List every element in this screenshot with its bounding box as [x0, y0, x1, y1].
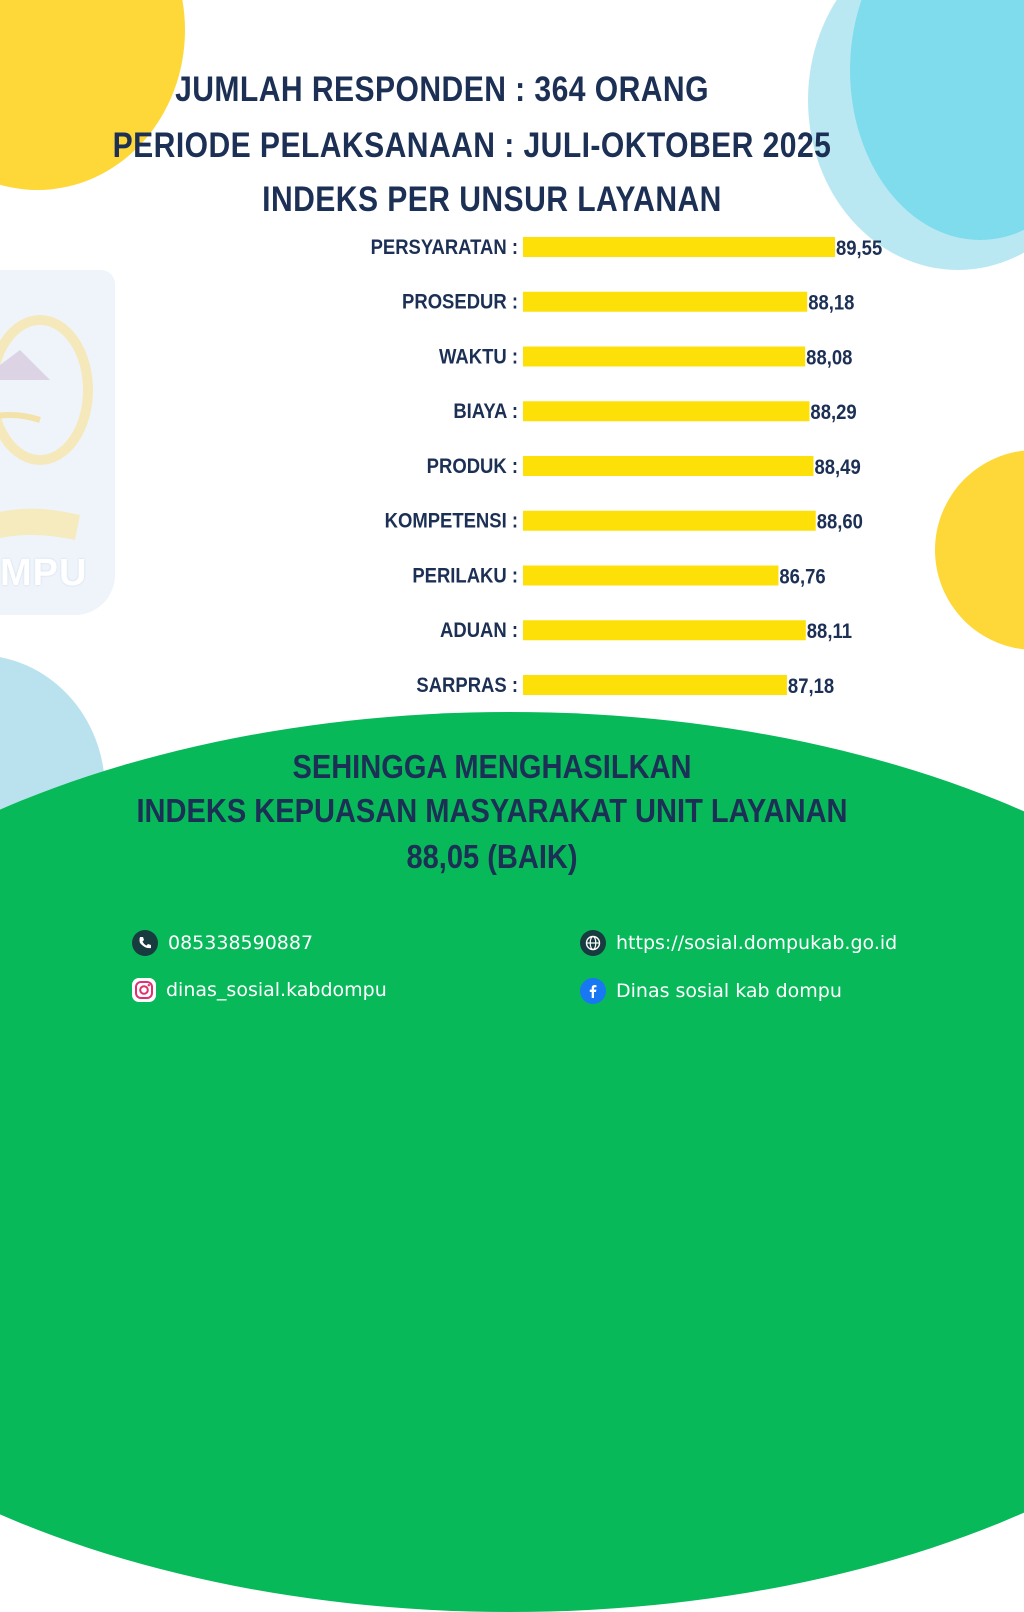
contact-facebook-text: Dinas sosial kab dompu — [616, 980, 842, 1002]
contact-instagram[interactable] — [132, 978, 387, 1002]
phone-icon — [132, 930, 158, 956]
bar-category-label: PERILAKU : — [412, 564, 519, 588]
contact-instagram-text: dinas_sosial.kabdompu — [166, 979, 387, 1001]
contact-website-text: https://sosial.dompukab.go.id — [616, 932, 898, 954]
summary-result: 88,05 (BAIK) — [406, 838, 578, 875]
bar-category-label: SARPRAS : — [416, 673, 519, 698]
bar — [523, 456, 814, 476]
bar-value-label: 86,76 — [779, 565, 826, 589]
bar-value-label: 87,18 — [787, 674, 835, 699]
bar-category-label: ADUAN : — [440, 619, 519, 643]
period-title: PERIODE PELAKSANAAN : JULI-OKTOBER 2025 — [112, 126, 832, 165]
bar-value-label: 88,60 — [816, 510, 863, 535]
contact-facebook[interactable] — [580, 978, 842, 1004]
bar — [523, 237, 835, 257]
bar — [523, 566, 778, 586]
contact-website[interactable] — [580, 930, 897, 956]
bar — [523, 620, 806, 640]
bar-category-label: BIAYA : — [453, 400, 519, 424]
bar-value-label: 89,55 — [836, 236, 883, 261]
bar-category-label: PERSYARATAN : — [370, 235, 519, 260]
respondent-count-title: JUMLAH RESPONDEN : 364 ORANG — [175, 70, 709, 109]
bar-value-label: 88,08 — [806, 346, 853, 370]
contact-phone-text: 085338590887 — [168, 932, 314, 954]
summary-line-1: SEHINGGA MENGHASILKAN — [292, 748, 692, 785]
bar-category-label: KOMPETENSI : — [384, 509, 519, 534]
bar-category-label: WAKTU : — [439, 345, 519, 369]
bar — [523, 347, 805, 367]
bar — [523, 292, 807, 312]
globe-icon — [580, 930, 606, 956]
bar-category-label: PROSEDUR : — [402, 290, 519, 315]
chart-title: INDEKS PER UNSUR LAYANAN — [262, 180, 722, 219]
bar-value-label: 88,49 — [814, 455, 861, 480]
emblem-text: MPU — [0, 552, 88, 594]
bar-value-label: 88,11 — [806, 620, 852, 644]
instagram-icon — [132, 978, 156, 1002]
bar-value-label: 88,29 — [810, 401, 857, 425]
bar — [523, 675, 787, 695]
bar-value-label: 88,18 — [808, 291, 855, 316]
bar — [523, 511, 816, 531]
summary-line-2: INDEKS KEPUASAN MASYARAKAT UNIT LAYANAN — [136, 792, 848, 829]
facebook-icon — [580, 978, 606, 1004]
contact-phone[interactable] — [132, 930, 313, 956]
bar-category-label: PRODUK : — [426, 454, 519, 479]
bar — [523, 401, 809, 421]
